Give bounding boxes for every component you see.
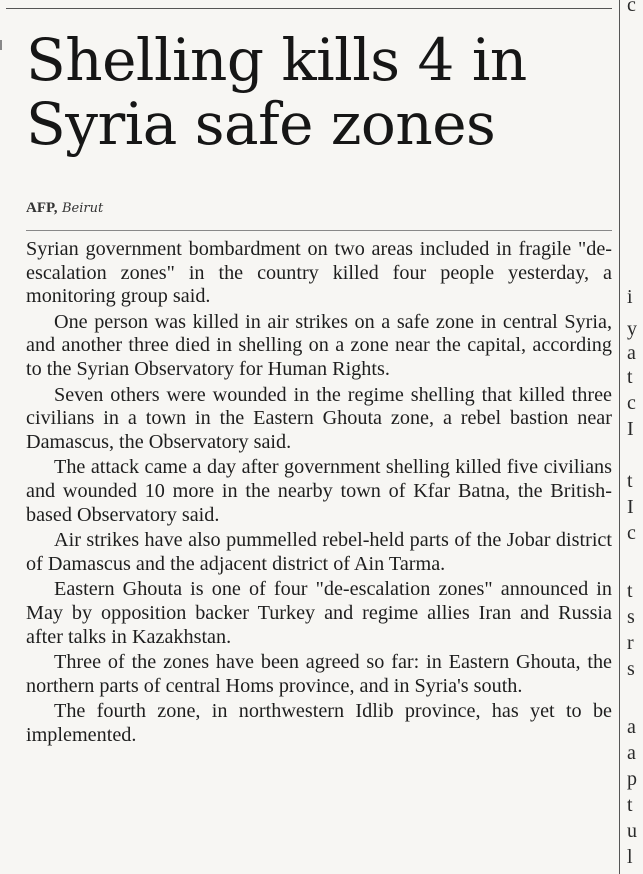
headline: Shelling kills 4 in Syria safe zones (26, 26, 527, 158)
adjacent-fragment: s (627, 658, 635, 680)
article-paragraph: The attack came a day after government shelling killed five civilians and wounded 10 more in the nearby town of Kfar Batna, the British-based Observatory said. (26, 456, 612, 526)
adjacent-fragment: p (627, 768, 637, 790)
adjacent-fragment: t (627, 366, 633, 388)
adjacent-fragment: l (627, 846, 633, 868)
article-body (26, 238, 612, 749)
article-paragraph: Three of the zones have been agreed so far: in Eastern Ghouta, the northern parts of central Homs province, and in Syria's south. (26, 651, 612, 697)
article-paragraph: One person was killed in air strikes on a safe zone in central Syria, and another three died in shelling on a zone near the capital, according to the Syrian Observatory for Human Rights. (26, 310, 612, 380)
byline (26, 200, 103, 217)
article-paragraph: Air strikes have also pummelled rebel-held parts of the Jobar district of Damascus and the adjacent district of Ain Tarma. (26, 529, 612, 575)
adjacent-fragment: t (627, 794, 633, 816)
article-paragraph: Eastern Ghouta is one of four "de-escalation zones" announced in May by opposition backer Turkey and regime allies Iran and Russia after talks in Kazakhstan. (26, 578, 612, 648)
adjacent-fragment: c (627, 522, 636, 544)
column-rule (619, 0, 620, 874)
adjacent-fragment: c (627, 0, 636, 16)
adjacent-fragment: s (627, 606, 635, 628)
adjacent-fragment: y (627, 318, 637, 340)
byline-agency: AFP, (26, 200, 58, 216)
adjacent-fragment: t (627, 470, 633, 492)
adjacent-fragment: c (627, 392, 636, 414)
adjacent-fragment: r (627, 632, 634, 654)
adjacent-fragment: a (627, 742, 636, 764)
article-paragraph: The fourth zone, in northwestern Idlib province, has yet to be implemented. (26, 700, 612, 746)
left-edge-mark (0, 40, 2, 50)
adjacent-fragment: a (627, 342, 636, 364)
adjacent-fragment: I (627, 418, 634, 440)
adjacent-fragment: t (627, 580, 633, 602)
adjacent-column (625, 0, 643, 874)
adjacent-fragment: i (627, 286, 633, 308)
top-rule (6, 8, 612, 9)
article-paragraph: Syrian government bombardment on two areas included in fragile "de-escalation zones" in the country killed four people yesterday, a monitoring group said. (26, 238, 612, 308)
byline-location: Beirut (61, 201, 104, 216)
adjacent-fragment: u (627, 820, 637, 842)
byline-rule (26, 230, 612, 231)
adjacent-fragment: a (627, 716, 636, 738)
adjacent-fragment: I (627, 496, 634, 518)
article-paragraph: Seven others were wounded in the regime shelling that killed three civilians in a town in the Eastern Ghouta zone, a rebel bastion near Damascus, the Observatory said. (26, 383, 612, 453)
